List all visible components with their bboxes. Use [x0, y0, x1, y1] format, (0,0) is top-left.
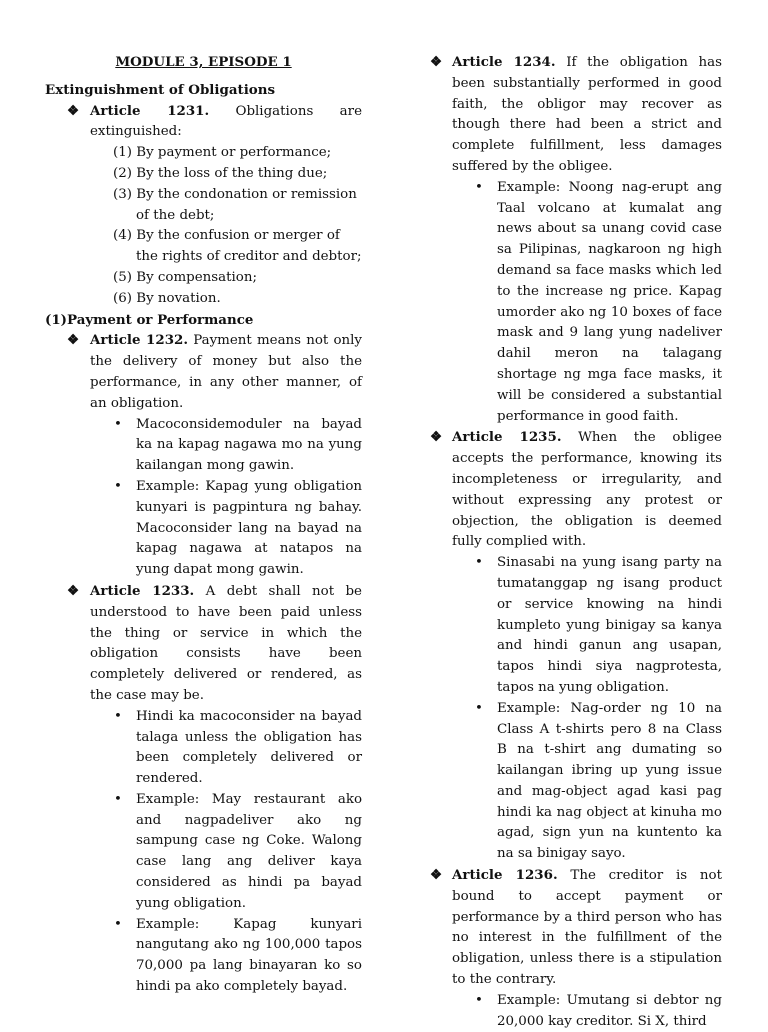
- right-column: [430, 52, 722, 1032]
- article-text: If the obligation has been substantially performed in good faith, the obligor may recover as though there had been a strict and complete fulfillment, less damages suffered by the obligee.: [452, 55, 722, 174]
- bullet-item: [475, 553, 722, 699]
- bullet-list: [430, 991, 722, 1032]
- bullet-list: [430, 553, 722, 865]
- bullet-item: [475, 178, 722, 428]
- article-label: Article 1236.: [452, 867, 558, 884]
- bullet-list: [430, 178, 722, 428]
- bullet-dot-icon: •: [475, 992, 483, 1008]
- bullet-item: [114, 415, 362, 477]
- bullet-text: Example: Nag-order ng 10 na Class A t-shirts pero 8 na Class B na t-shirt ang dumating so kailangan ibring up yung issue and mag-object agad kasi pag hindi ka nag object at kinuha mo agad, sign yun na kuntento ka na sa binigay sayo.: [497, 700, 722, 862]
- bullet-item: [114, 790, 362, 915]
- subsection-number: (1): [45, 311, 67, 328]
- article-1232: [45, 330, 362, 414]
- bullet-item: [475, 699, 722, 865]
- bullet-text: Example: Noong nag-erupt ang Taal volcano at kumalat ang news about sa unang covid case sa Pilipinas, nagkaroon ng high demand sa face masks which led to the increase ng price. Kapag umorder ako ng 10 boxes of face mask and 9 lang yung nadeliver dahil meron na talagang shortage ng mga face masks, it will be considered a substantial performance in good faith.: [497, 179, 722, 424]
- bullet-item: [114, 915, 362, 998]
- article-text: The creditor is not bound to accept payment or performance by a third person who has no interest in the fulfillment of the obligation, unless there is a stipulation to the contrary.: [452, 868, 722, 988]
- list-item: (3) By the condonation or remission of the debt;: [113, 186, 357, 223]
- list-item: (4) By the confusion or merger of the rights of creditor and debtor;: [113, 228, 362, 265]
- article-label: Article 1233.: [90, 582, 195, 599]
- bullet-text: Macoconsidemoduler na bayad ka na kapag nagawa mo na yung kailangan mong gawin.: [136, 416, 362, 474]
- list-item: (2) By the loss of the thing due;: [113, 165, 328, 181]
- subsection-heading: [45, 310, 362, 331]
- article-1234: [430, 52, 722, 178]
- bullet-text: Example: Umutang si debtor ng 20,000 kay creditor. Si X, third: [497, 992, 722, 1029]
- diamond-bullet-icon: ❖: [67, 102, 80, 119]
- diamond-bullet-icon: ❖: [67, 582, 80, 599]
- bullet-dot-icon: •: [114, 478, 122, 494]
- article-label: Article 1234.: [452, 54, 556, 70]
- bullet-dot-icon: •: [114, 708, 122, 724]
- article-label: Article 1232.: [90, 332, 188, 349]
- bullet-dot-icon: •: [114, 416, 122, 432]
- article-text: Obligations are extinguished:: [90, 103, 362, 140]
- diamond-bullet-icon: ❖: [67, 332, 80, 349]
- bullet-text: Sinasabi na yung isang party na tumatanggap ng isang product or service knowing na hindi kumpleto yung binigay sa kanya and hindi ganun ang usapan, tapos hindi siya nagprotesta, tapos na yung obligation.: [497, 555, 722, 695]
- list-item: (1) By payment or performance;: [113, 145, 332, 161]
- article-label: Article 1235.: [452, 429, 562, 446]
- section-heading: Extinguishment of Obligations: [45, 81, 276, 98]
- article-text: When the obligee accepts the performance, knowing its incompleteness or irregularity, and without expressing any protest or objection, the obligation is deemed fully complied with.: [452, 430, 722, 550]
- bullet-dot-icon: •: [114, 791, 122, 807]
- article-text: A debt shall not be understood to have been paid unless the thing or service in which the obligation consists have been completely delivered or rendered, as the case may be.: [90, 583, 362, 703]
- bullet-item: [114, 477, 362, 581]
- bullet-dot-icon: •: [475, 179, 483, 195]
- bullet-text: Hindi ka macoconsider na bayad talaga unless the obligation has been completely delivered or rendered.: [136, 708, 362, 787]
- bullet-text: Example: Kapag kunyari nangutang ako ng 100,000 tapos 70,000 pa lang binayaran ko so hindi pa ako completely bayad.: [136, 916, 362, 995]
- article-text: Payment means not only the delivery of money but also the performance, in any other manner, of an obligation.: [90, 333, 362, 411]
- diamond-bullet-icon: ❖: [430, 867, 443, 884]
- bullet-item: [475, 991, 722, 1032]
- bullet-text: Example: Kapag yung obligation kunyari is pagpintura ng bahay. Macoconsider lang na bayad na kapag nagawa at natapos na yung dapat mong gawin.: [136, 478, 362, 578]
- bullet-dot-icon: •: [475, 555, 483, 571]
- article-1236: [430, 865, 722, 991]
- diamond-bullet-icon: ❖: [430, 429, 443, 446]
- bullet-list: [45, 415, 362, 581]
- list-item: (6) By novation.: [113, 290, 221, 306]
- bullet-dot-icon: •: [475, 700, 483, 716]
- module-title: MODULE 3, EPISODE 1: [115, 54, 292, 70]
- bullet-item: [114, 707, 362, 790]
- diamond-bullet-icon: ❖: [430, 54, 443, 70]
- bullet-list: [45, 707, 362, 998]
- bullet-dot-icon: •: [114, 916, 122, 932]
- list-item: (5) By compensation;: [113, 269, 257, 285]
- article-1231: [45, 101, 362, 144]
- article-1235: [430, 427, 722, 553]
- left-column: [45, 52, 362, 998]
- article-label: Article 1231.: [90, 102, 210, 119]
- article-1233: [45, 581, 362, 707]
- subsection-label: Payment or Performance: [67, 311, 254, 328]
- bullet-text: Example: May restaurant ako and nagpadeliver ako ng sampung case ng Coke. Walong case lang ang deliver kaya considered as hindi pa bayad yung obligation.: [136, 791, 362, 911]
- extinguishment-list: [45, 143, 362, 309]
